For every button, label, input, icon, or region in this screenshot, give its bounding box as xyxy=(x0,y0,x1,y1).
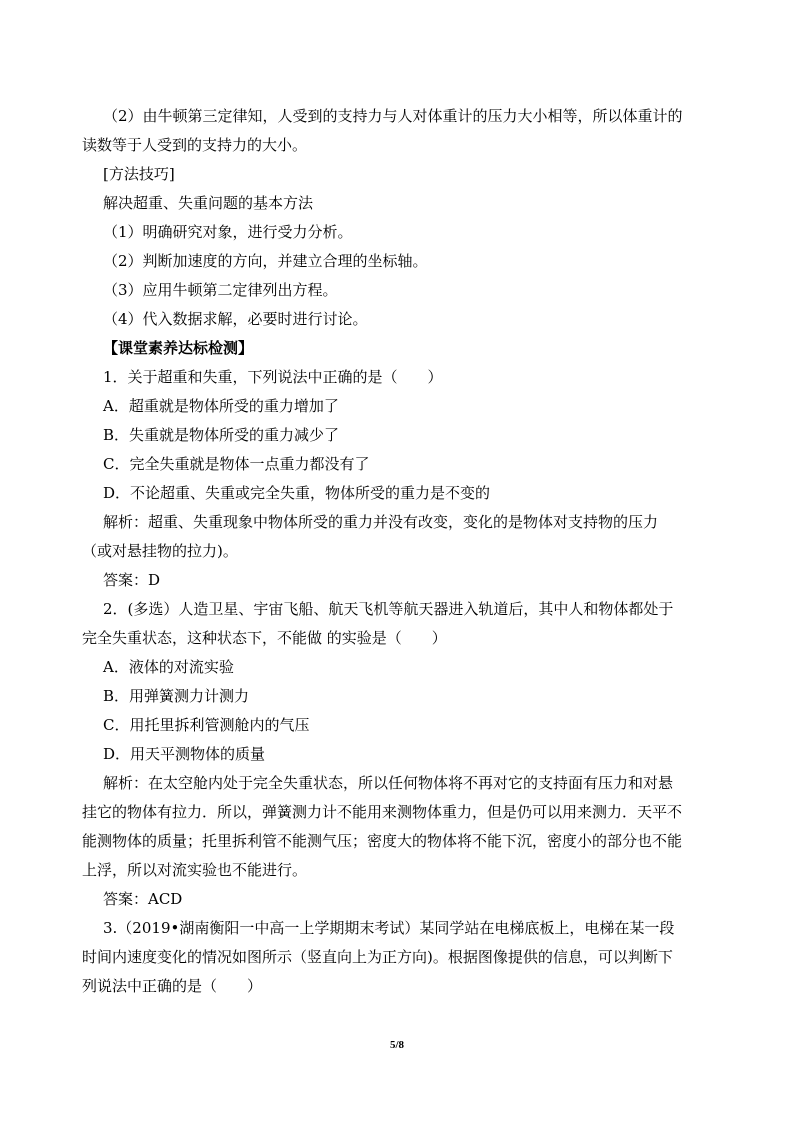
text-line: 解析：在太空舱内处于完全失重状态，所以任何物体将不再对它的支持面有压力和对悬 xyxy=(103,774,674,792)
text-line: （或对悬挂物的拉力)。 xyxy=(82,542,238,560)
text-line: C．完全失重就是物体一点重力都没有了 xyxy=(103,455,370,473)
text-line: A．超重就是物体所受的重力增加了 xyxy=(103,397,339,415)
text-line: 解决超重、失重问题的基本方法 xyxy=(103,194,314,212)
text-line: B．失重就是物体所受的重力减少了 xyxy=(103,426,340,444)
text-line: 上浮，所以对流实验也不能进行。 xyxy=(82,861,308,879)
page-number: 5/8 xyxy=(389,1039,405,1051)
text-line: 列说法中正确的是（ ） xyxy=(82,977,263,995)
text-line: 答案：ACD xyxy=(103,890,183,908)
text-line: D．不论超重、失重或完全失重，物体所受的重力是不变的 xyxy=(103,484,491,502)
text-line: A．液体的对流实验 xyxy=(103,658,234,676)
text-line: （3）应用牛顿第二定律列出方程。 xyxy=(103,281,338,299)
text-line: 完全失重状态，这种状态下，不能做 的实验是（ ） xyxy=(82,629,447,647)
text-line: 解析：超重、失重现象中物体所受的重力并没有改变，变化的是物体对支持物的压力 xyxy=(103,513,659,531)
text-line: （2）由牛顿第三定律知，人受到的支持力与人对体重计的压力大小相等，所以体重计的 xyxy=(103,107,683,125)
text-line: 3.（2019•湖南衡阳一中高一上学期期末考试）某同学站在电梯底板上，电梯在某一段 xyxy=(103,919,675,937)
text-line: 1．关于超重和失重，下列说法中正确的是（ ） xyxy=(103,368,443,386)
text-line: 答案：D xyxy=(103,571,161,589)
text-line: B．用弹簧测力计测力 xyxy=(103,687,250,705)
text-line: 能测物体的质量；托里拆利管不能测气压；密度大的物体将不能下沉，密度小的部分也不能 xyxy=(82,832,683,850)
text-line: （2）判断加速度的方向，并建立合理的坐标轴。 xyxy=(103,252,428,270)
text-line: （1）明确研究对象，进行受力分析。 xyxy=(103,223,353,241)
text-line: C．用托里拆利管测舱内的气压 xyxy=(103,716,310,734)
section-heading: 【课堂素养达标检测】 xyxy=(103,339,254,357)
text-line: 读数等于人受到的支持力的大小。 xyxy=(82,136,308,154)
text-line: 时间内速度变化的情况如图所示（竖直向上为正方向)。根据图像提供的信息，可以判断下 xyxy=(82,948,673,966)
text-line: [方法技巧] xyxy=(103,165,175,183)
text-line: D．用天平测物体的质量 xyxy=(103,745,266,763)
text-line: 挂它的物体有拉力．所以，弹簧测力计不能用来测物体重力，但是仍可以用来测力．天平不 xyxy=(82,803,683,821)
document-body xyxy=(82,102,722,1001)
text-line: （4）代入数据求解，必要时进行讨论。 xyxy=(103,310,368,328)
text-line: 2．(多选）人造卫星、宇宙飞船、航天飞机等航天器进入轨道后，其中人和物体都处于 xyxy=(103,600,674,618)
